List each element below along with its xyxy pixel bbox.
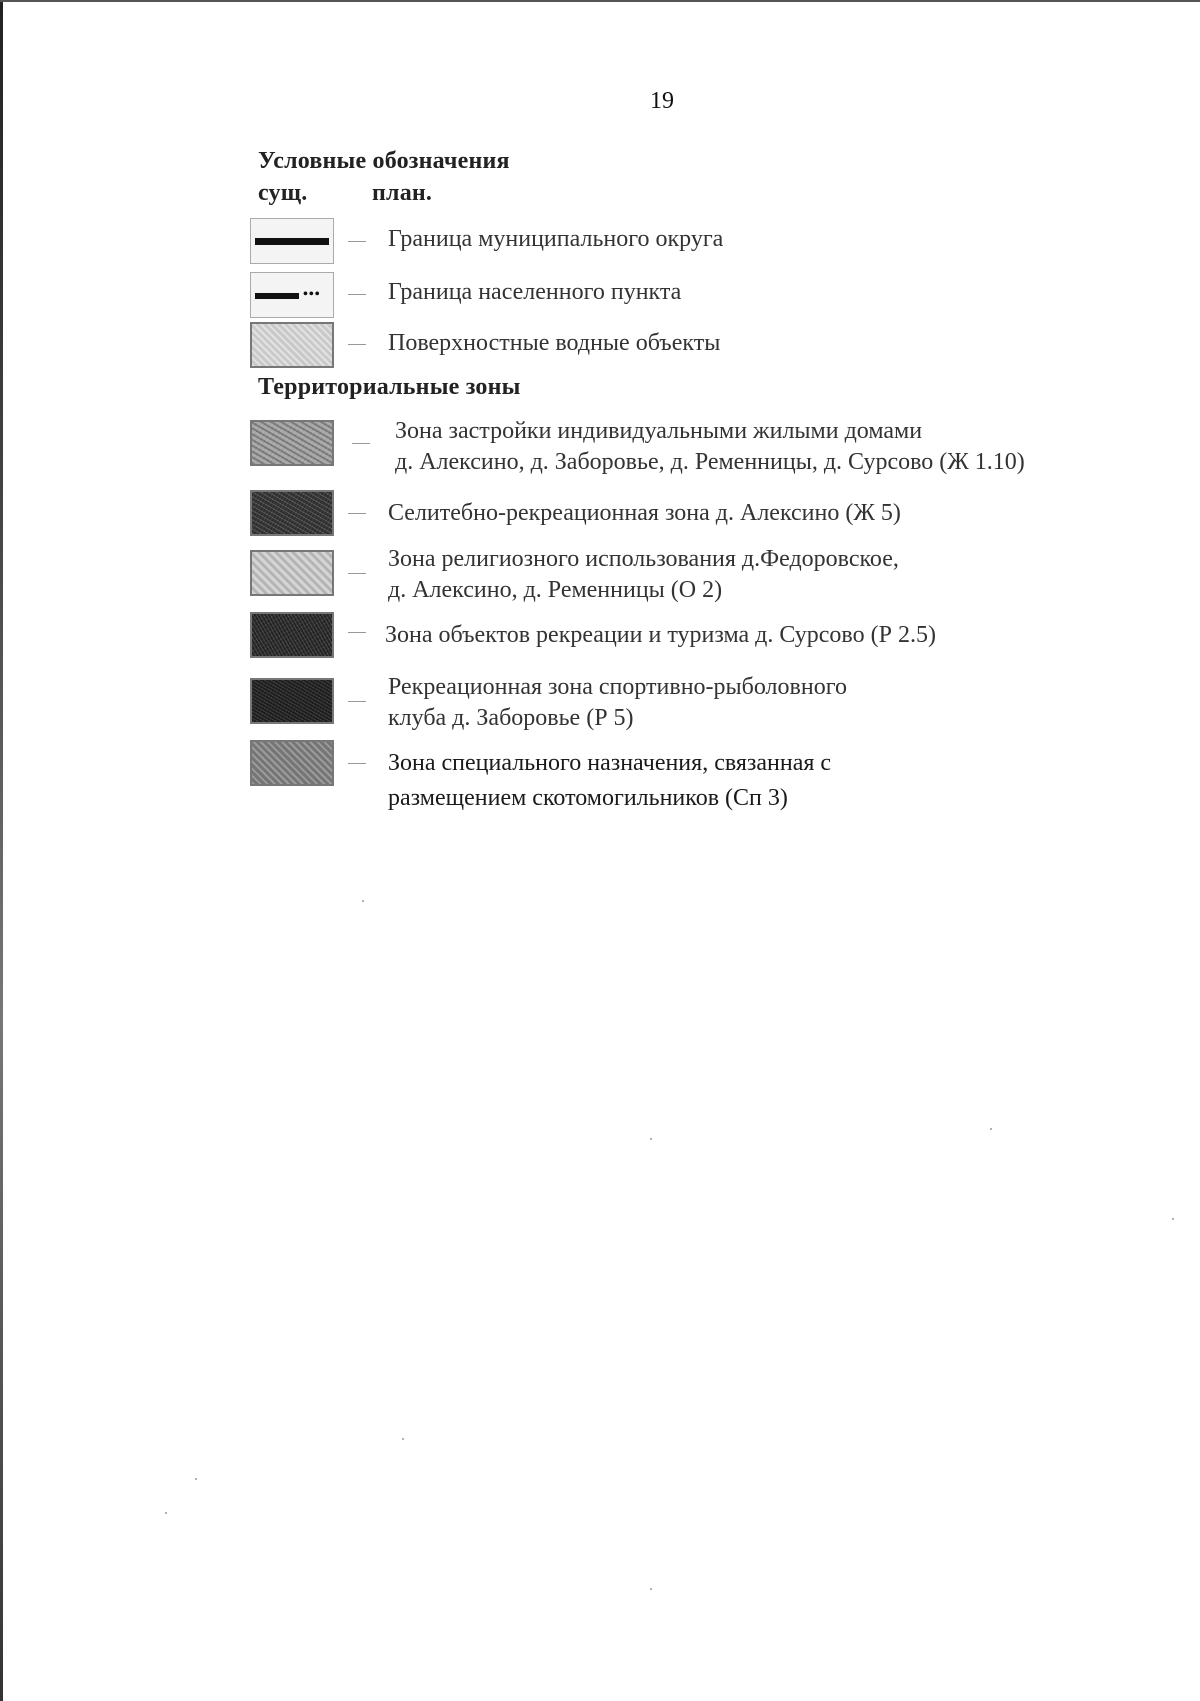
scan-edge-top <box>0 0 1200 2</box>
scan-speck <box>165 1512 167 1514</box>
zone-label-line2: клуба д. Заборовье (Р 5) <box>388 705 634 731</box>
leader-line <box>348 632 366 633</box>
water-objects-swatch <box>250 322 334 368</box>
leader-line <box>348 294 366 295</box>
zones-title: Территориальные зоны <box>258 374 521 400</box>
zone-label-line1: Селитебно-рекреационная зона д. Алексино (Ж 5) <box>388 500 901 526</box>
zone-label-line1: Зона объектов рекреации и туризма д. Сурсово (Р 2.5) <box>385 622 936 648</box>
legend-label: Граница муниципального округа <box>388 226 724 252</box>
zone-label-line1: Рекреационная зона спортивно-рыболовного <box>388 674 847 700</box>
leader-line <box>348 701 366 702</box>
leader-line <box>348 513 366 514</box>
scan-speck <box>362 900 364 902</box>
zone-swatch <box>250 490 334 536</box>
scan-speck <box>990 1128 992 1130</box>
zone-label-line1: Зона специального назначения, связанная с <box>388 750 832 776</box>
zone-label-line2: размещением скотомогильников (Сп 3) <box>388 785 788 811</box>
leader-line <box>348 573 366 574</box>
zone-swatch <box>250 678 334 724</box>
scan-speck <box>402 1438 404 1440</box>
zone-label-line1: Зона религиозного использования д.Федоровское, <box>388 546 899 572</box>
zone-label-line2: д. Алексино, д. Ременницы (О 2) <box>388 577 723 603</box>
legend-label: Граница населенного пункта <box>388 279 682 305</box>
page-number: 19 <box>650 88 674 114</box>
scan-speck <box>195 1478 197 1480</box>
legend-label: Поверхностные водные объекты <box>388 330 721 356</box>
zone-label-line2: д. Алексино, д. Заборовье, д. Ременницы, д. Сурсово (Ж 1.10) <box>395 449 1025 475</box>
zone-swatch <box>250 612 334 658</box>
zone-swatch <box>250 740 334 786</box>
leader-line <box>348 344 366 345</box>
leader-line <box>348 763 366 764</box>
municipal-boundary-swatch <box>250 218 334 264</box>
legend-column-existing: сущ. <box>258 180 308 206</box>
scan-edge <box>0 0 3 1701</box>
leader-line <box>348 241 366 242</box>
legend-column-planned: план. <box>372 180 433 206</box>
scan-speck <box>650 1138 652 1140</box>
leader-line <box>352 443 370 444</box>
legend-title: Условные обозначения <box>258 148 510 174</box>
zone-swatch <box>250 420 334 466</box>
zone-swatch <box>250 550 334 596</box>
scan-speck <box>650 1588 652 1590</box>
zone-label-line1: Зона застройки индивидуальными жилыми домами <box>395 418 923 444</box>
settlement-boundary-swatch: ••• <box>250 272 334 318</box>
scan-speck <box>1172 1218 1174 1220</box>
